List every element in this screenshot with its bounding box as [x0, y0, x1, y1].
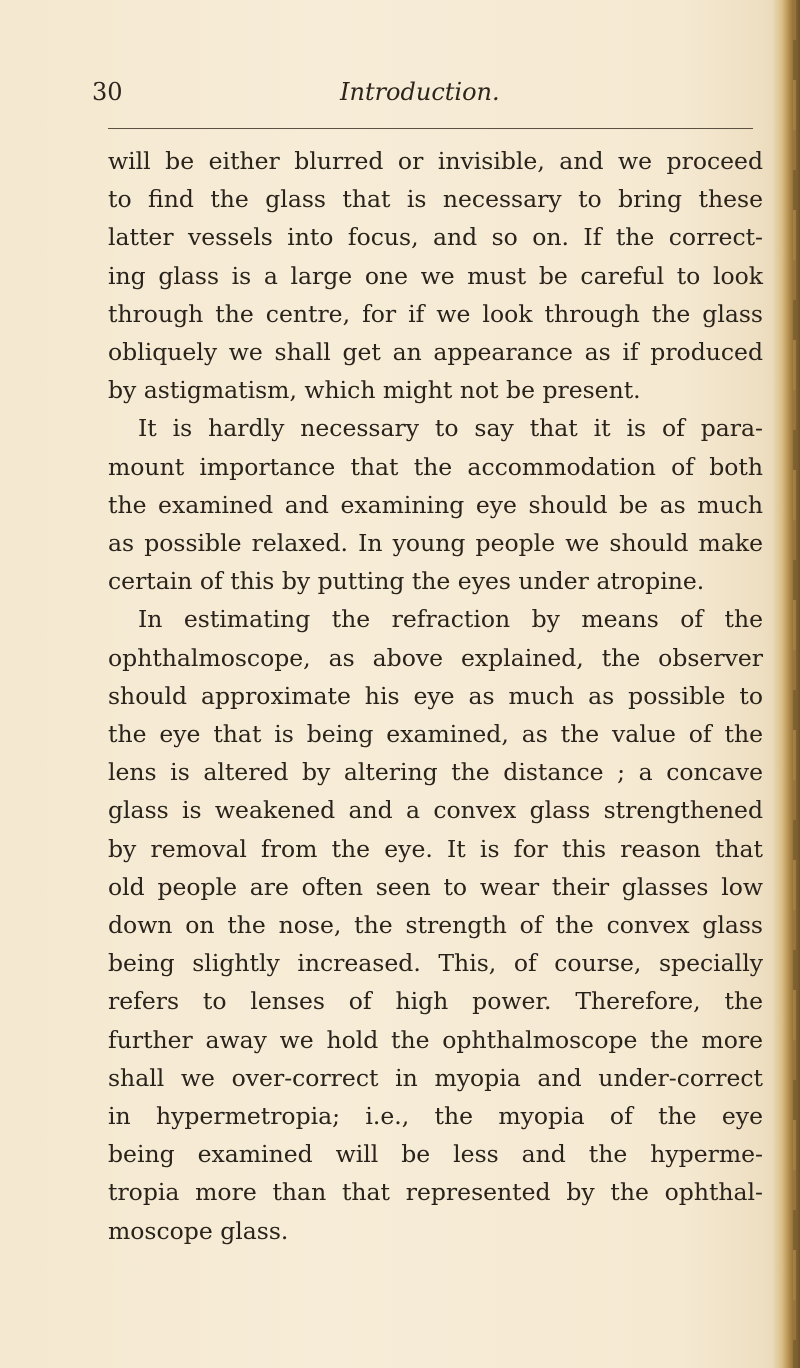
text-line: It is hardly necessary to say that it is of para- — [138, 414, 763, 443]
text-line: should approximate his eye as much as possible to — [108, 681, 763, 710]
text-line: tropia more than that represented by the ophthal- — [108, 1178, 763, 1207]
text-line: by astigmatism, which might not be present. — [108, 376, 641, 405]
header-rule — [108, 128, 753, 129]
text-line: the eye that is being examined, as the value of the — [108, 720, 763, 749]
text-line: certain of this by putting the eyes under atropine. — [108, 567, 705, 596]
text-line: old people are often seen to wear their glasses low — [108, 872, 763, 901]
text-line: latter vessels into focus, and so on. If the correct- — [108, 223, 763, 252]
text-line: as possible relaxed. In young people we should make — [108, 529, 763, 558]
running-title: Introduction. — [340, 78, 500, 106]
body-text — [108, 142, 763, 1250]
text-line: mount importance that the accommodation of both — [108, 452, 763, 481]
text-line: glass is weakened and a convex glass strengthened — [108, 796, 763, 825]
text-line: being examined will be less and the hyperme- — [108, 1140, 763, 1169]
text-line: by removal from the eye. It is for this reason that — [108, 834, 763, 863]
page-number: 30 — [92, 78, 123, 106]
text-line: will be either blurred or invisible, and we proceed — [108, 147, 763, 175]
text-line: through the centre, for if we look through the glass — [108, 299, 763, 328]
paragraph — [108, 142, 763, 409]
text-line: obliquely we shall get an appearance as if produced — [108, 338, 763, 367]
text-line: ing glass is a large one we must be careful to look — [108, 261, 763, 290]
text-line: the examined and examining eye should be as much — [108, 490, 763, 519]
text-line: shall we over-correct in myopia and under-correct — [108, 1063, 763, 1092]
text-line: refers to lenses of high power. Therefore, the — [108, 987, 763, 1016]
text-line: in hypermetropia; i.e., the myopia of the eye — [108, 1102, 763, 1131]
paragraph — [108, 409, 763, 600]
text-line: lens is altered by altering the distance ; a concave — [108, 758, 763, 787]
text-line: further away we hold the ophthalmoscope the more — [108, 1025, 763, 1054]
text-line: ophthalmoscope, as above explained, the observer — [108, 643, 763, 672]
text-line: being slightly increased. This, of course, specially — [108, 949, 763, 978]
text-line: down on the nose, the strength of the convex glass — [108, 911, 763, 940]
text-line: In estimating the refraction by means of the — [138, 605, 763, 634]
running-head — [92, 78, 752, 112]
paragraph — [108, 600, 763, 1249]
text-line: to find the glass that is necessary to bring these — [108, 185, 763, 214]
book-binding-edge — [772, 0, 800, 1368]
text-line: moscope glass. — [108, 1216, 289, 1245]
